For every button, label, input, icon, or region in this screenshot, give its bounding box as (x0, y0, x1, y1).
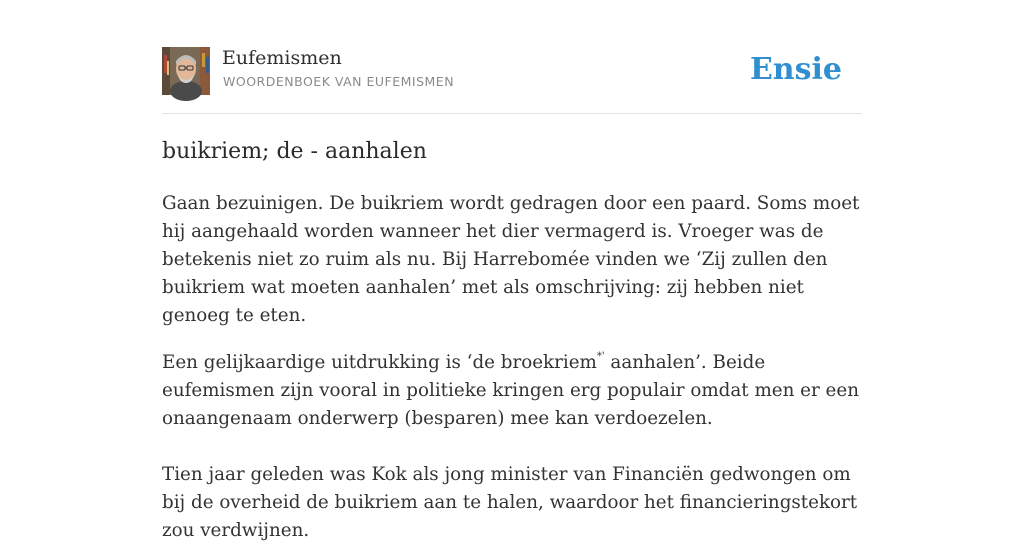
entry-body (162, 190, 862, 545)
entry-paragraph-1: Gaan bezuinigen. De buikriem wordt gedragen door een paard. Soms moet hij aangehaald worden wanneer het dier vermagerd is. Vroeger was de betekenis niet zo ruim als nu. Bij Harrebomée vinden we ‘Zij zullen den buikriem wat moeten aanhalen’ met als omschrijving: zij hebben niet genoeg te eten. (162, 193, 860, 326)
header-divider (162, 113, 862, 114)
page (162, 0, 862, 541)
footnote-marker[interactable]: *' (596, 350, 605, 362)
site-header (162, 46, 862, 96)
author-portrait-icon (162, 47, 210, 95)
entry-paragraph-2 (162, 349, 862, 433)
entry-title: buikriem; de - aanhalen (162, 139, 427, 164)
entry-paragraph-3: Tien jaar geleden was Kok als jong minister van Financiën gedwongen om bij de overheid de buikriem aan te halen, waardoor het financieringstekort zou verdwijnen. (162, 464, 858, 541)
brand-logo-link[interactable]: Ensie (749, 52, 842, 87)
paragraph-2-text-after: aanhalen’. Beide eufemismen zijn vooral in politieke kringen erg populair omdat men er een onaangenaam onderwerp (besparen) mee kan verdoezelen. (162, 352, 859, 429)
avatar[interactable] (162, 47, 210, 95)
paragraph-2-text-before: Een gelijkaardige uitdrukking is ‘de broekriem (162, 352, 597, 373)
site-title[interactable]: Eufemismen (222, 47, 342, 69)
site-subtitle: WOORDENBOEK VAN EUFEMISMEN (223, 74, 455, 89)
